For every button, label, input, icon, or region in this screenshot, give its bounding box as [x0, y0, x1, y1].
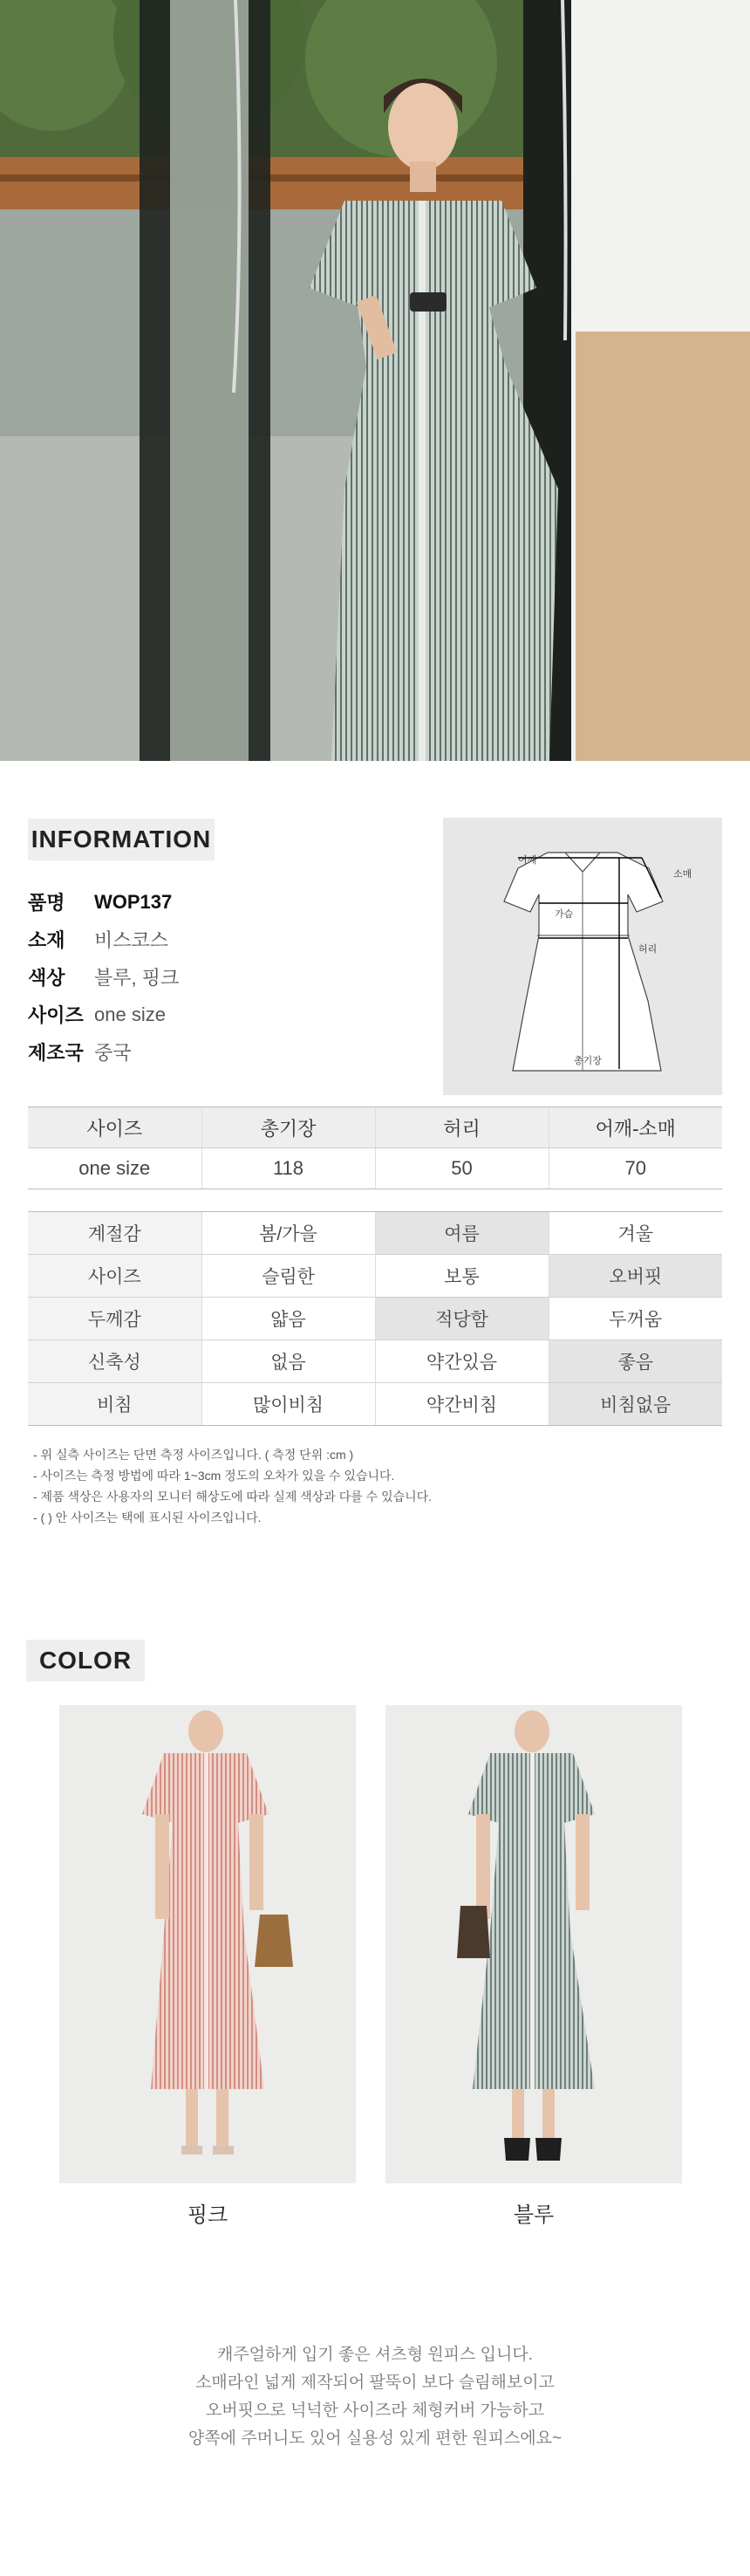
- size-cell: one size: [28, 1148, 201, 1189]
- fit-option: 좋음: [549, 1340, 722, 1383]
- spec-row: [28, 883, 412, 921]
- product-description: [0, 2341, 750, 2453]
- fit-option: 얇음: [201, 1298, 375, 1340]
- fit-option: 약간비침: [375, 1383, 549, 1426]
- spec-value: 블루, 핑크: [94, 967, 180, 989]
- fit-row-label: 사이즈: [28, 1255, 201, 1298]
- spec-key: 제조국: [28, 1042, 84, 1064]
- fit-table: [28, 1211, 722, 1426]
- size-diagram: [443, 818, 722, 1095]
- fit-option: 오버핏: [549, 1255, 722, 1298]
- diagram-label-length: 총기장: [574, 1056, 602, 1066]
- note-line: - ( ) 안 사이즈는 택에 표시된 사이즈입니다.: [33, 1511, 262, 1524]
- fit-table-row: [28, 1340, 722, 1383]
- spec-value: WOP137: [94, 890, 173, 913]
- color-label-pink: 핑크: [187, 2203, 228, 2227]
- fit-table-row: [28, 1212, 722, 1255]
- fit-table-row: [28, 1383, 722, 1426]
- spec-value: one size: [94, 1003, 166, 1025]
- size-header-cell: 총기장: [201, 1107, 375, 1148]
- spec-row: [28, 958, 412, 996]
- blue-dress-photo: [385, 1705, 682, 2183]
- hero-photo: [0, 0, 750, 761]
- size-cell: 50: [375, 1148, 549, 1189]
- fit-option: 적당함: [375, 1298, 549, 1340]
- fit-option: 여름: [375, 1212, 549, 1255]
- fit-option: 약간있음: [375, 1340, 549, 1383]
- fit-row-label: 계절감: [28, 1212, 201, 1255]
- fit-table-row: [28, 1255, 722, 1298]
- diagram-label-sleeve: 소매: [673, 869, 692, 880]
- note-line: - 제품 색상은 사용자의 모니터 해상도에 따라 실제 색상과 다를 수 있습니다.: [33, 1490, 433, 1504]
- diagram-label-waist: 허리: [638, 944, 658, 955]
- spec-key: 사이즈: [28, 1004, 84, 1026]
- size-table-header: [28, 1107, 722, 1148]
- size-cell: 118: [201, 1148, 375, 1189]
- fit-option: 많이비침: [201, 1383, 375, 1426]
- spec-key: 품명: [28, 892, 65, 914]
- spec-key: 소재: [28, 929, 65, 951]
- fit-row-label: 두께감: [28, 1298, 201, 1340]
- fit-option: 보통: [375, 1255, 549, 1298]
- description-line: 양쪽에 주머니도 있어 실용성 있게 편한 원피스에요~: [188, 2429, 562, 2448]
- fit-table-row: [28, 1298, 722, 1340]
- size-table: [28, 1106, 722, 1189]
- note-line: - 위 실측 사이즈는 단면 측정 사이즈입니다. ( 측정 단위 :cm ): [33, 1448, 354, 1462]
- size-cell: 70: [549, 1148, 722, 1189]
- size-notes: [33, 1444, 713, 1528]
- spec-row: [28, 996, 412, 1033]
- spec-list: [28, 883, 412, 1071]
- spec-key: 색상: [28, 967, 65, 989]
- spec-row: [28, 1033, 412, 1071]
- color-heading: COLOR: [26, 1640, 145, 1682]
- information-heading: INFORMATION: [28, 819, 215, 860]
- fit-option: 슬림한: [201, 1255, 375, 1298]
- description-line: 캐주얼하게 입기 좋은 셔츠형 원피스 입니다.: [216, 2346, 534, 2364]
- fit-row-label: 신축성: [28, 1340, 201, 1383]
- diagram-label-shoulder: 어깨: [518, 855, 537, 866]
- note-line: - 사이즈는 측정 방법에 따라 1~3cm 정도의 오차가 있을 수 있습니다.: [33, 1469, 395, 1483]
- fit-row-label: 비침: [28, 1383, 201, 1426]
- spec-value: 비스코스: [94, 929, 169, 951]
- spec-row: [28, 921, 412, 958]
- fit-option: 겨울: [549, 1212, 722, 1255]
- description-line: 소매라인 넓게 제작되어 팔뚝이 보다 슬림해보이고: [195, 2374, 555, 2392]
- size-header-cell: 어깨-소매: [549, 1107, 722, 1148]
- fit-option: 두꺼움: [549, 1298, 722, 1340]
- pink-dress-photo: [59, 1705, 356, 2183]
- size-header-cell: 허리: [375, 1107, 549, 1148]
- spec-value: 중국: [94, 1042, 132, 1064]
- diagram-label-chest: 가슴: [555, 909, 574, 920]
- fit-option: 없음: [201, 1340, 375, 1383]
- fit-option: 비침없음: [549, 1383, 722, 1426]
- fit-option: 봄/가을: [201, 1212, 375, 1255]
- color-label-blue: 블루: [513, 2203, 555, 2227]
- description-line: 오버핏으로 넉넉한 사이즈라 체형커버 가능하고: [205, 2401, 545, 2420]
- size-header-cell: 사이즈: [28, 1107, 201, 1148]
- size-table-row: [28, 1148, 722, 1189]
